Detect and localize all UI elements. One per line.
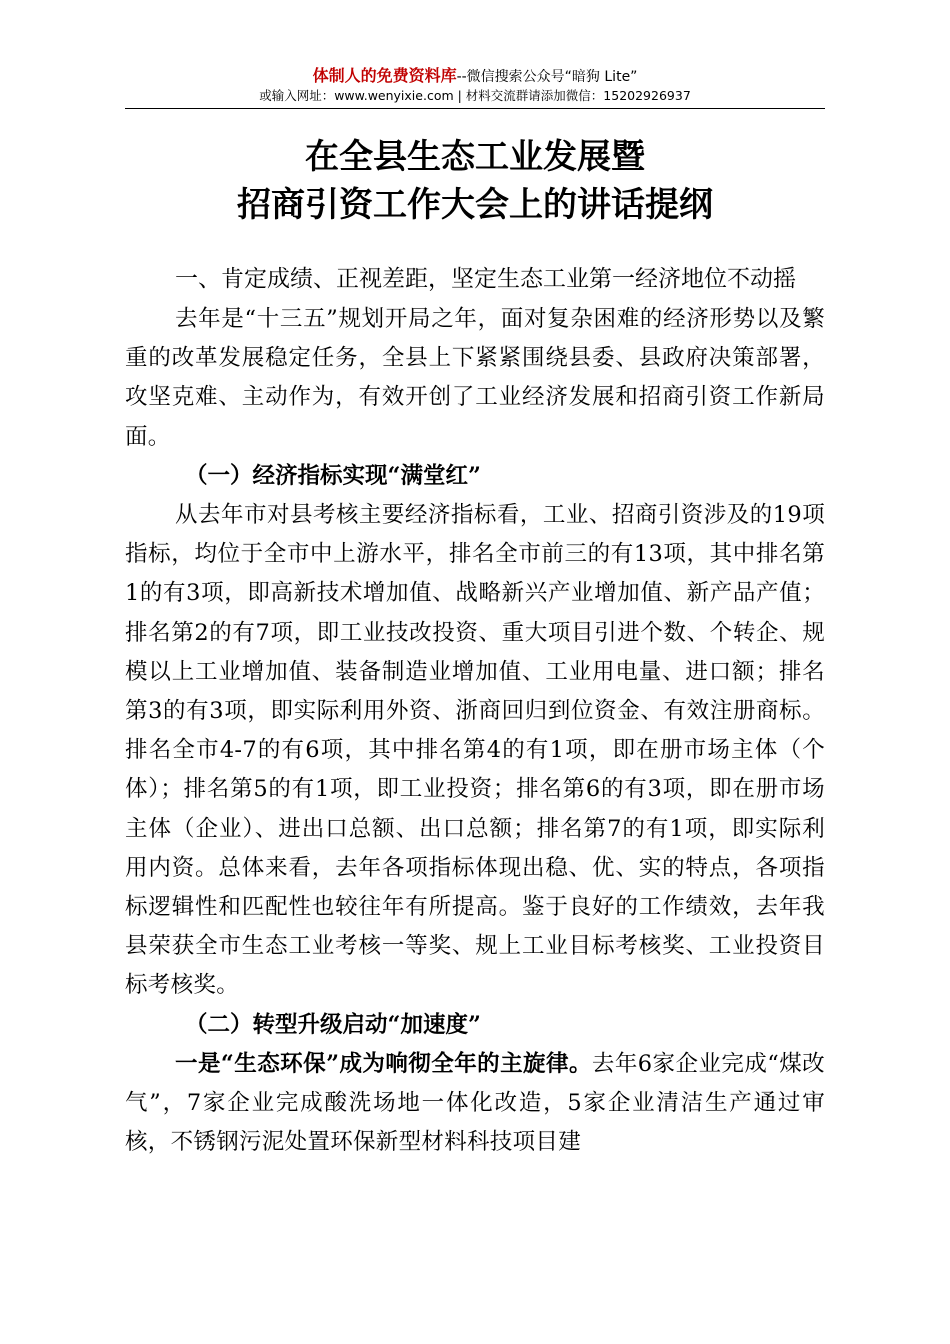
- intro-paragraph: 去年是“十三五”规划开局之年，面对复杂困难的经济形势以及繁重的改革发展稳定任务，全县上下紧紧围绕县委、县政府决策部署，攻坚克难、主动作为，有效开创了工业经济发展和招商引资工作新局面。: [125, 306, 825, 450]
- paragraph-2-lead: 一是“生态环保”成为响彻全年的主旋律。: [175, 1050, 592, 1077]
- header-tagline: --微信搜索公众号“暗狗 Lite”: [456, 69, 638, 85]
- document-body: [125, 258, 825, 1162]
- subheading-2: （二）转型升级启动“加速度”: [185, 1011, 481, 1038]
- page-header: [125, 66, 825, 105]
- header-contact: 或输入网址：www.wenyixie.com | 材料交流群请添加微信：15202926937: [259, 88, 691, 103]
- subheading-1: （一）经济指标实现“满堂红”: [185, 462, 481, 489]
- header-divider: [125, 108, 825, 109]
- header-brand: 体制人的免费资料库: [312, 66, 457, 85]
- header-line-1: [125, 66, 825, 87]
- title-line-1: 在全县生态工业发展暨: [305, 137, 645, 177]
- paragraph-2-text: 去年6家企业完成“煤改气”，7家企业完成酸洗场地一体化改造，5家企业清洁生产通过审核，不锈钢污泥处置环保新型材料科技项目建: [125, 1050, 825, 1156]
- document-title: [125, 133, 825, 229]
- section-heading: 一、肯定成绩、正视差距，坚定生态工业第一经济地位不动摇: [175, 266, 796, 292]
- paragraph-2: [125, 1045, 825, 1163]
- title-line-2: 招商引资工作大会上的讲话提纲: [237, 185, 713, 225]
- paragraph-1: 从去年市对县考核主要经济指标看，工业、招商引资涉及的19项指标，均位于全市中上游水平，排名全市前三的有13项，其中排名第1的有3项，即高新技术增加值、战略新兴产业增加值、新产品产值；排名第2的有7项，即工业技改投资、重大项目引进个数、个转企、规模以上工业增加值、装备制造业增加值、工业用电量、进口额；排名第3的有3项，即实际利用外资、浙商回归到位资金、有效注册商标。排名全市4-7的有6项，其中排名第4的有1项，即在册市场主体（个体）；排名第5的有1项，即工业投资；排名第6的有3项，即在册市场主体（企业）、进出口总额、出口总额；排名第7的有1项，即实际利用内资。总体来看，去年各项指标体现出稳、优、实的特点，各项指标逻辑性和匹配性也较往年有所提高。鉴于良好的工作绩效，去年我县荣获全市生态工业考核一等奖、规上工业目标考核奖、工业投资目标考核奖。: [125, 502, 825, 999]
